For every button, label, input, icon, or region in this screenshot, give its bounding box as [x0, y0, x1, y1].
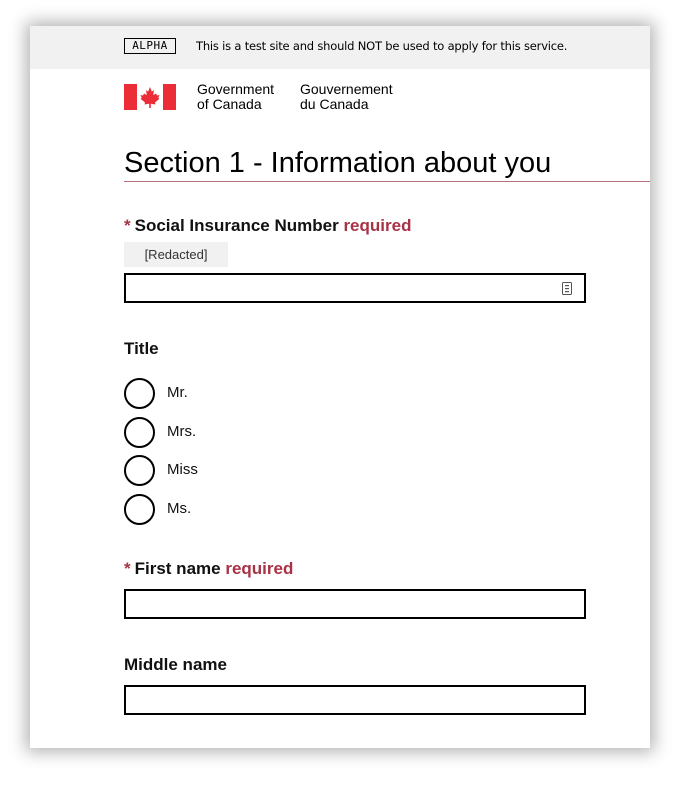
alpha-message: This is a test site and should NOT be used to apply for this service.: [196, 39, 568, 53]
alpha-banner: [30, 26, 650, 69]
government-en-line-1: Government: [197, 81, 275, 97]
government-fr-line-1: Gouvernement: [300, 81, 393, 97]
middle-name-input[interactable]: [124, 685, 586, 715]
government-fr-line-2: du Canada: [300, 95, 369, 112]
radio-label-mrs[interactable]: Mrs.: [167, 423, 197, 440]
required-star: *: [124, 216, 131, 235]
first-name-label: [124, 559, 293, 579]
alpha-badge: ALPHA: [124, 38, 176, 54]
radio-label-mr[interactable]: Mr.: [167, 384, 188, 401]
page-title: Section 1 - Information about you: [124, 147, 552, 179]
radio-button[interactable]: [124, 494, 155, 525]
sin-label: [124, 216, 411, 236]
required-star: *: [124, 559, 131, 578]
page: [30, 26, 650, 748]
sin-input[interactable]: [124, 273, 586, 303]
government-name-fr: [300, 82, 393, 111]
required-text: required: [225, 559, 294, 578]
middle-name-label: Middle name: [124, 655, 227, 674]
sin-label-text: Social Insurance Number: [134, 216, 339, 235]
first-name-label-text: First name: [134, 559, 221, 578]
government-name-en: [197, 82, 274, 111]
keypad-icon[interactable]: [562, 282, 574, 296]
required-text: required: [343, 216, 412, 235]
title-divider: [124, 181, 650, 182]
radio-button[interactable]: [124, 417, 155, 448]
first-name-input[interactable]: [124, 589, 586, 619]
radio-label-miss[interactable]: Miss: [167, 461, 198, 478]
radio-label-ms[interactable]: Ms.: [167, 500, 192, 517]
radio-button[interactable]: [124, 378, 155, 409]
title-label: Title: [124, 339, 159, 358]
sin-hint-redacted: [Redacted]: [124, 242, 228, 267]
radio-button[interactable]: [124, 455, 155, 486]
canada-flag-icon: [124, 84, 176, 110]
government-en-line-2: of Canada: [197, 95, 262, 112]
